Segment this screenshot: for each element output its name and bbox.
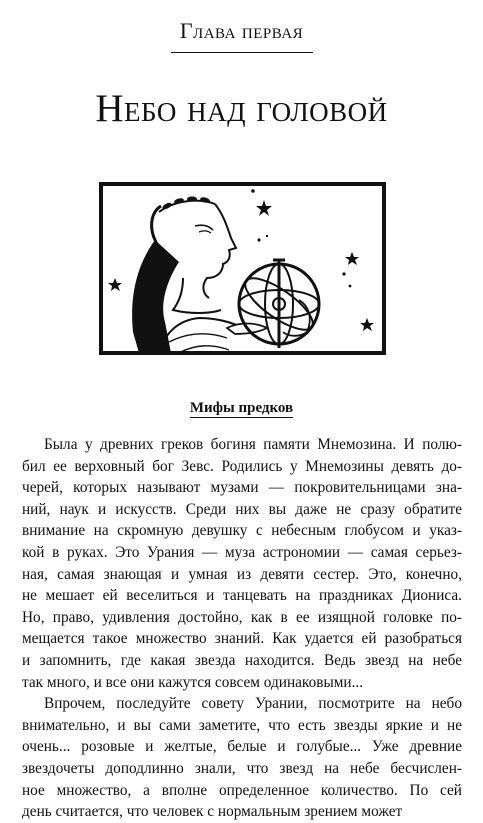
paragraph — [22, 693, 462, 823]
text-line: черей, которых называют музами — покровительницами зна- — [22, 479, 462, 497]
text-line: день считается, что человек с нормальным зрением может — [22, 803, 403, 821]
text-line: ний, наук и искусств. Среди них вы даже не сразу обратите — [22, 500, 462, 518]
text-line: внимание на скромную девушку с небесным глобусом и указ- — [22, 522, 462, 540]
chapter-label: Глава первая — [179, 18, 304, 43]
paragraph — [22, 434, 462, 693]
text-line: ная, самая знающая и умная из девяти сестер. Это, конечно, — [22, 565, 462, 583]
text-line: внимательно, и вы сами заметите, что есть звезды яркие и не — [22, 716, 462, 734]
body-text — [22, 434, 462, 823]
text-line: не мешает ей веселиться и танцевать на праздниках Диониса. — [22, 587, 462, 605]
text-line: так много, и все они кажутся совсем одинаковыми... — [22, 673, 364, 691]
text-line: очень... розовые и желтые, белые и голубые... Уже древние — [22, 738, 462, 756]
text-line: ное множество, а вполне определенное количество. По сей — [22, 781, 462, 799]
section-heading-text: Мифы предков — [189, 400, 294, 416]
text-line: Но, право, удивления достойно, как в ее изящной головке по- — [22, 608, 462, 626]
text-line: и запомнить, где какая звезда находится. Ведь звезд на небе — [22, 651, 462, 669]
section-heading — [0, 400, 483, 417]
text-line: мещается такое множество знаний. Как удается ей разобраться — [22, 630, 462, 648]
urania-illustration — [99, 182, 386, 355]
text-line: бил ее верховный бог Зевс. Родились у Мнемозины девять до- — [22, 457, 462, 475]
text-line: звездочеты доподлинно знали, что звезд на небе бесчислен- — [22, 759, 462, 777]
text-line: Была у древних греков богиня памяти Мнемозина. И полю- — [44, 436, 462, 453]
chapter-rule — [171, 52, 313, 53]
chapter-title: Небо над головой — [95, 87, 388, 130]
text-line: кой в руках. Это Урания — муза астрономии — самая серьез- — [22, 543, 462, 561]
text-line: Впрочем, последуйте совету Урании, посмотрите на небо — [44, 695, 462, 713]
